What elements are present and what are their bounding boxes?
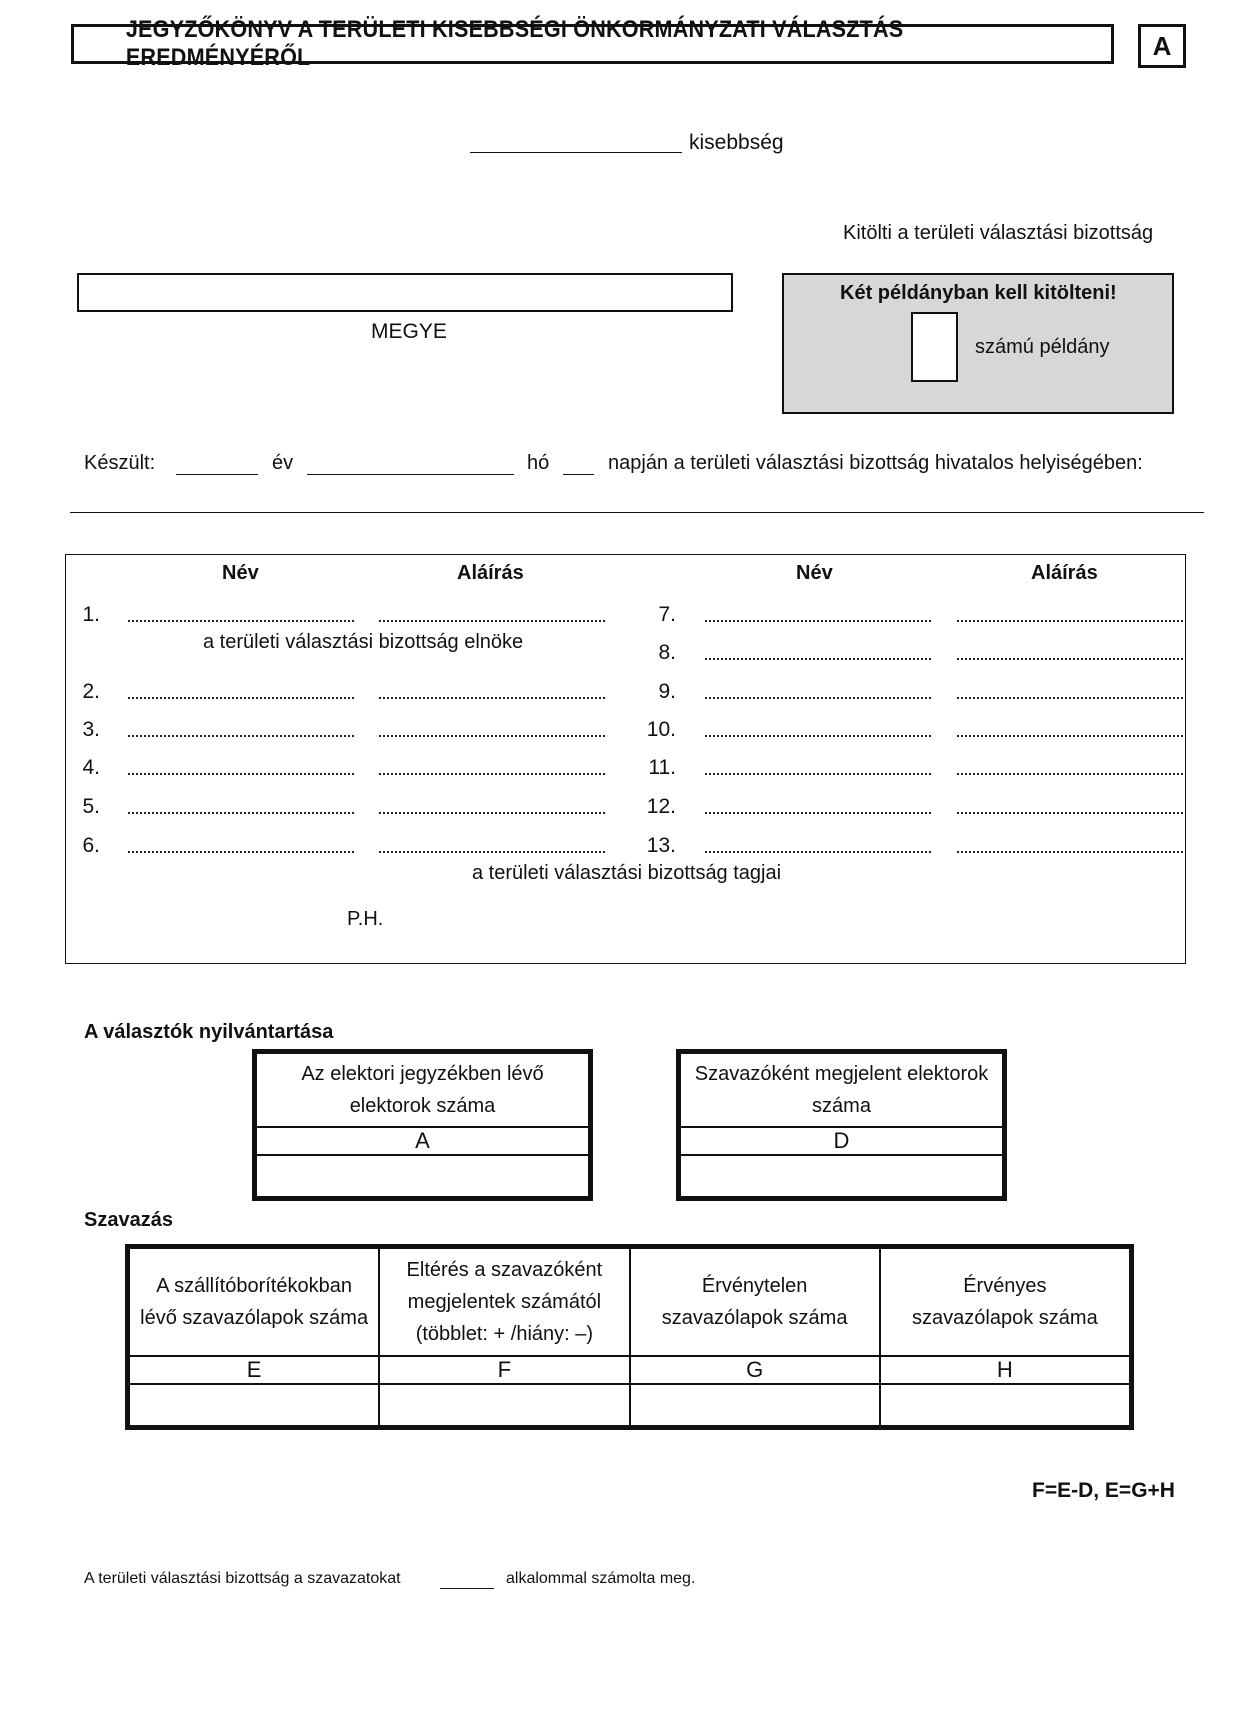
voting-letter-e: E	[129, 1356, 379, 1384]
member-name-field[interactable]	[128, 735, 354, 737]
registry-d-value-field[interactable]	[680, 1155, 1003, 1197]
member-name-field[interactable]	[705, 697, 931, 699]
col-name-right: Név	[796, 562, 833, 584]
member-name-field[interactable]	[705, 658, 931, 660]
chair-caption: a területi választási bizottság elnöke	[203, 631, 524, 653]
member-number: 5.	[82, 795, 100, 818]
member-signature-field[interactable]	[379, 735, 605, 737]
voting-table	[128, 1247, 1131, 1427]
voting-g-line-1: Érvénytelen	[701, 1275, 808, 1297]
member-name-field[interactable]	[128, 620, 354, 622]
col-name-left: Név	[222, 562, 259, 584]
made-label: Készült:	[84, 452, 156, 474]
separator-line	[70, 512, 1204, 513]
member-signature-field[interactable]	[379, 697, 605, 699]
member-number: 13.	[646, 834, 676, 857]
registry-d-letter: D	[680, 1127, 1003, 1155]
voting-col-g-header	[630, 1248, 880, 1356]
voting-e-line-1: A szállítóborítékokban	[156, 1275, 352, 1297]
member-signature-field[interactable]	[957, 697, 1183, 699]
made-rest: napján a területi választási bizottság hivatalos helyiségében:	[608, 452, 1143, 474]
member-signature-field[interactable]	[957, 620, 1183, 622]
registry-heading: A választók nyilvántartása	[84, 1021, 334, 1043]
member-signature-field[interactable]	[957, 658, 1183, 660]
voting-col-f-header	[379, 1248, 629, 1356]
member-number: 7.	[658, 603, 676, 626]
voting-letter-h: H	[880, 1356, 1130, 1384]
counting-times-blank[interactable]	[440, 1588, 494, 1589]
registry-d-line-2: száma	[812, 1095, 871, 1117]
member-number: 10.	[646, 718, 676, 741]
voting-f-line-2: megjelentek számától	[407, 1291, 602, 1313]
voting-f-line-1: Eltérés a szavazóként	[406, 1259, 603, 1281]
registry-a-line-2: elektorok száma	[349, 1095, 496, 1117]
registry-box-d	[679, 1052, 1004, 1198]
voting-col-h-header	[880, 1248, 1130, 1356]
voting-h-line-2: szavazólapok száma	[912, 1307, 1098, 1329]
county-label: MEGYE	[371, 320, 447, 343]
year-blank[interactable]	[176, 474, 258, 475]
member-name-field[interactable]	[128, 697, 354, 699]
voting-col-e-header	[129, 1248, 379, 1356]
registry-a-letter: A	[256, 1127, 589, 1155]
members-caption: a területi választási bizottság tagjai	[472, 862, 782, 884]
counting-before: A területi választási bizottság a szavazatokat	[84, 1570, 401, 1587]
member-name-field[interactable]	[705, 812, 931, 814]
voting-value-e-field[interactable]	[129, 1384, 379, 1426]
voting-f-line-3: (többlet: + /hiány: –)	[415, 1323, 594, 1345]
formula: F=E-D, E=G+H	[1032, 1479, 1175, 1502]
counting-after: alkalommal számolta meg.	[506, 1570, 696, 1587]
minority-label: kisebbség	[689, 131, 784, 154]
member-number: 2.	[82, 680, 100, 703]
member-signature-field[interactable]	[379, 851, 605, 853]
registry-d-line-1: Szavazóként megjelent elektorok	[694, 1063, 989, 1085]
member-name-field[interactable]	[705, 851, 931, 853]
col-signature-right: Aláírás	[1031, 562, 1098, 584]
document-title-text: JEGYZŐKÖNYV A TERÜLETI KISEBBSÉGI ÖNKORMÁNYZATI VÁLASZTÁS EREDMÉNYÉRŐL	[125, 16, 904, 71]
member-number: 11.	[648, 756, 676, 779]
form-letter-box	[1138, 24, 1186, 68]
registry-a-description	[256, 1053, 589, 1127]
voting-heading: Szavazás	[84, 1209, 173, 1231]
document-title	[71, 16, 1114, 71]
year-label: év	[272, 452, 294, 474]
stamp-label: P.H.	[347, 908, 384, 930]
member-name-field[interactable]	[128, 812, 354, 814]
voting-h-line-1: Érvényes	[963, 1275, 1047, 1297]
minority-blank[interactable]	[470, 152, 682, 153]
month-blank[interactable]	[307, 474, 514, 475]
member-number: 3.	[82, 718, 100, 741]
member-name-field[interactable]	[128, 851, 354, 853]
member-number: 9.	[658, 680, 676, 703]
voting-letter-f: F	[379, 1356, 629, 1384]
copies-notice: Két példányban kell kitölteni!	[840, 282, 1117, 304]
voting-value-h-field[interactable]	[880, 1384, 1130, 1426]
voting-value-g-field[interactable]	[630, 1384, 880, 1426]
member-number: 6.	[82, 834, 100, 857]
member-signature-field[interactable]	[957, 812, 1183, 814]
member-number: 8.	[658, 641, 676, 664]
col-signature-left: Aláírás	[457, 562, 524, 584]
registry-a-line-1: Az elektori jegyzékben lévő	[301, 1063, 544, 1085]
voting-letter-g: G	[630, 1356, 880, 1384]
voting-g-line-2: szavazólapok száma	[661, 1307, 848, 1329]
member-signature-field[interactable]	[379, 773, 605, 775]
form-letter: A	[1152, 30, 1172, 61]
fill-note: Kitölti a területi választási bizottság	[843, 222, 1154, 244]
copy-number-field[interactable]	[911, 312, 958, 382]
member-signature-field[interactable]	[379, 812, 605, 814]
member-name-field[interactable]	[128, 773, 354, 775]
registry-box-a	[255, 1052, 590, 1198]
voting-e-line-2: lévő szavazólapok száma	[140, 1307, 369, 1329]
voting-value-f-field[interactable]	[379, 1384, 629, 1426]
committee-members-box	[65, 554, 1186, 964]
registry-d-description	[680, 1053, 1003, 1127]
member-signature-field[interactable]	[379, 620, 605, 622]
member-name-field[interactable]	[705, 735, 931, 737]
member-name-field[interactable]	[705, 773, 931, 775]
member-number: 1.	[82, 603, 100, 626]
county-field[interactable]	[77, 273, 733, 312]
member-number: 12.	[646, 795, 676, 818]
member-name-field[interactable]	[705, 620, 931, 622]
member-signature-field[interactable]	[957, 851, 1183, 853]
member-number: 4.	[82, 756, 100, 779]
member-signature-field[interactable]	[957, 773, 1183, 775]
month-label: hó	[527, 452, 550, 474]
copy-label: számú példány	[975, 336, 1110, 358]
day-blank[interactable]	[563, 474, 594, 475]
registry-a-value-field[interactable]	[256, 1155, 589, 1197]
member-signature-field[interactable]	[957, 735, 1183, 737]
